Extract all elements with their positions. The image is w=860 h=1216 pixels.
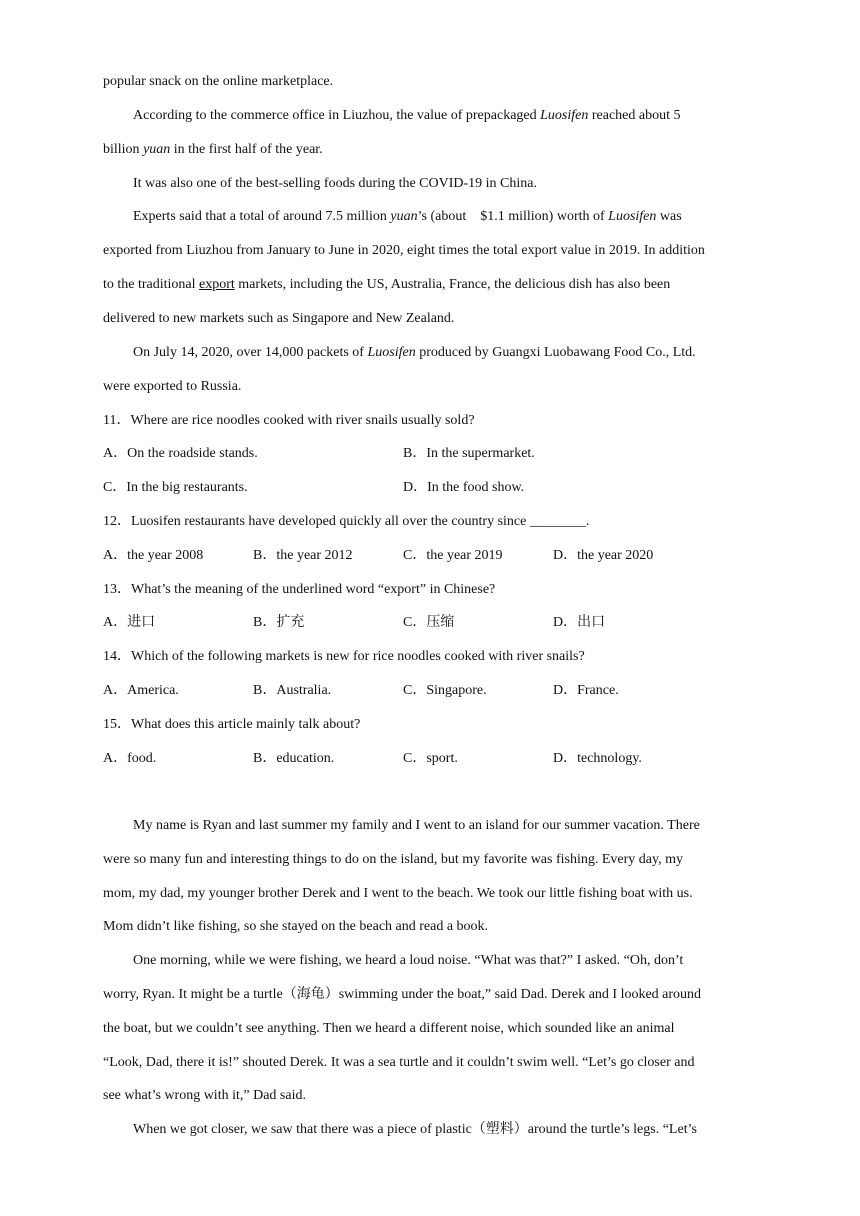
- passage1-paragraph-line: exported from Liuzhou from January to June in 2020, eight times the total export value in 2019. In addition: [103, 243, 705, 258]
- passage1-paragraph-line: billion yuan in the first half of the year.: [103, 142, 323, 157]
- question-stem-11: 11．Where are rice noodles cooked with river snails usually sold?: [103, 413, 475, 428]
- passage1-paragraph-line: It was also one of the best-selling foods during the COVID-19 in China.: [133, 176, 537, 191]
- option-15-d: D．technology.: [553, 751, 642, 766]
- option-11-c: C．In the big restaurants.: [103, 480, 248, 495]
- option-13-a: A．进口: [103, 615, 156, 630]
- question-stem-13: 13．What’s the meaning of the underlined word “export” in Chinese?: [103, 582, 496, 597]
- option-15-b: B．education.: [253, 751, 335, 766]
- option-14-c: C．Singapore.: [403, 683, 487, 698]
- option-15-c: C．sport.: [403, 751, 458, 766]
- option-11-a: A．On the roadside stands.: [103, 446, 258, 461]
- option-14-a: A．America.: [103, 683, 179, 698]
- passage2-line: “Look, Dad, there it is!” shouted Derek. It was a sea turtle and it couldn’t swim well. “Let’s go closer and: [103, 1055, 695, 1070]
- option-12-c: C．the year 2019: [403, 548, 503, 563]
- passage2-line: worry, Ryan. It might be a turtle（海龟）swimming under the boat,” said Dad. Derek and I looked around: [103, 987, 702, 1002]
- option-12-b: B．the year 2012: [253, 548, 353, 563]
- option-14-d: D．France.: [553, 683, 619, 698]
- question-stem-15: 15．What does this article mainly talk about?: [103, 717, 361, 732]
- passage1-paragraph-line: were exported to Russia.: [103, 379, 242, 394]
- passage2-line: the boat, but we couldn’t see anything. Then we heard a different noise, which sounded like an animal: [103, 1021, 675, 1036]
- question-stem-14: 14．Which of the following markets is new for rice noodles cooked with river snails?: [103, 649, 585, 664]
- underlined-word-export: export: [199, 277, 235, 292]
- option-14-b: B．Australia.: [253, 683, 332, 698]
- passage2-line: see what’s wrong with it,” Dad said.: [103, 1088, 306, 1103]
- passage2-line: were so many fun and interesting things to do on the island, but my favorite was fishing. Every day, my: [103, 852, 683, 867]
- passage1-paragraph-line: delivered to new markets such as Singapore and New Zealand.: [103, 311, 455, 326]
- option-13-d: D．出口: [553, 615, 606, 630]
- passage2-line: When we got closer, we saw that there was a piece of plastic（塑料）around the turtle’s legs. “Let’s: [133, 1122, 697, 1137]
- option-13-c: C．压缩: [403, 615, 455, 630]
- option-13-b: B．扩充: [253, 615, 305, 630]
- option-12-d: D．the year 2020: [553, 548, 654, 563]
- option-15-a: A．food.: [103, 751, 157, 766]
- passage2-line: Mom didn’t like fishing, so she stayed on the beach and read a book.: [103, 919, 489, 934]
- passage1-paragraph-line: According to the commerce office in Liuzhou, the value of prepackaged Luosifen reached about 5: [133, 108, 681, 123]
- passage2-line: One morning, while we were fishing, we heard a loud noise. “What was that?” I asked. “Oh, don’t: [133, 953, 684, 968]
- passage1-paragraph-line: Experts said that a total of around 7.5 million yuan’s (about $1.1 million) worth of Luosifen was: [133, 209, 682, 224]
- passage2-line: My name is Ryan and last summer my family and I went to an island for our summer vacation. There: [133, 818, 700, 833]
- passage2-line: mom, my dad, my younger brother Derek and I went to the beach. We took our little fishing boat with us.: [103, 886, 693, 901]
- passage1-paragraph-line: to the traditional export markets, including the US, Australia, France, the delicious dish has also been: [103, 277, 671, 292]
- question-stem-12: 12．Luosifen restaurants have developed quickly all over the country since ________.: [103, 514, 590, 529]
- option-12-a: A．the year 2008: [103, 548, 204, 563]
- option-11-b: B．In the supermarket.: [403, 446, 535, 461]
- option-11-d: D．In the food show.: [403, 480, 525, 495]
- passage1-line: popular snack on the online marketplace.: [103, 74, 334, 89]
- passage1-paragraph-line: On July 14, 2020, over 14,000 packets of Luosifen produced by Guangxi Luobawang Food Co., Ltd.: [133, 345, 696, 360]
